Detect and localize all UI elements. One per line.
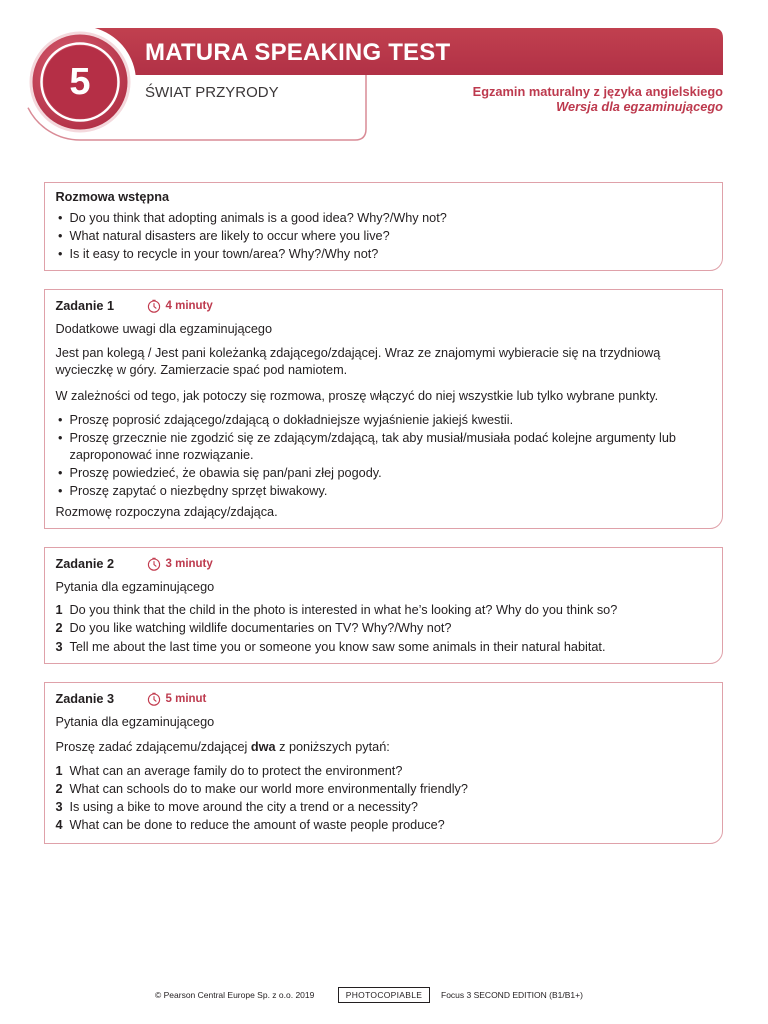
list-item: • Proszę grzecznie nie zgodzić się ze zdającym/zdającą, tak aby musiał/musiała podać kolejne argumenty lub zaproponować inne rozwiązanie. — [56, 430, 711, 464]
task-3-instruction — [56, 739, 711, 756]
task-3-title: Zadanie 3 — [55, 691, 115, 706]
task-1-header — [56, 297, 711, 315]
question-text: What can be done to reduce the amount of waste people produce? — [69, 817, 445, 832]
question-item — [56, 620, 711, 637]
question-item — [56, 817, 711, 834]
intro-box — [44, 182, 723, 271]
task-2-title: Zadanie 2 — [55, 556, 115, 571]
exam-name: Egzamin maturalny z języka angielskiego — [472, 84, 723, 99]
task-1-time: 4 minuty — [165, 299, 213, 312]
stopwatch-icon — [147, 299, 161, 313]
question-item — [56, 763, 711, 780]
task-3-subtitle: Pytania dla egzaminującego — [55, 714, 215, 729]
list-item: • Proszę poprosić zdającego/zdającą o dokładniejsze wyjaśnienie jakiejś kwestii. — [56, 412, 711, 429]
task-3-time: 5 minut — [165, 692, 207, 705]
task-1-instruction: W zależności od tego, jak potoczy się rozmowa, proszę włączyć do niej wszystkie lub tylko wybrane punkty. — [55, 388, 659, 403]
question-item — [56, 799, 711, 816]
instruction-text: Proszę zadać zdającemu/zdającej — [55, 739, 251, 754]
stopwatch-icon — [147, 692, 161, 706]
question-text: Do you think that the child in the photo is interested in what he’s looking at? Why do you think so? — [69, 602, 618, 617]
task-3-question-list — [56, 763, 711, 834]
task-1-title: Zadanie 1 — [55, 298, 115, 313]
question-number: 1 — [55, 602, 63, 617]
question-number: 4 — [55, 817, 63, 832]
unit-number: 5 — [69, 61, 91, 103]
section-subtitle: ŚWIAT PRZYRODY — [145, 84, 279, 101]
intro-title: Rozmowa wstępna — [55, 189, 169, 204]
footer-edition: Focus 3 SECOND EDITION (B1/B1+) — [441, 990, 583, 1000]
task-1-box — [44, 289, 723, 529]
footer-copyright: © Pearson Central Europe Sp. z o.o. 2019 — [155, 990, 315, 1000]
task-3-box — [44, 682, 723, 844]
task-1-point-list — [56, 412, 711, 500]
task-2-header — [56, 555, 711, 573]
question-text: Is using a bike to move around the city a trend or a necessity? — [69, 799, 418, 814]
task-2-subtitle: Pytania dla egzaminującego — [55, 579, 215, 594]
task-2-question-list — [56, 602, 711, 656]
task-2-time: 3 minuty — [165, 557, 213, 570]
instruction-emphasis: dwa — [250, 739, 276, 754]
question-number: 3 — [55, 639, 63, 654]
question-number: 2 — [55, 621, 63, 635]
list-item: • What natural disasters are likely to occur where you live? — [56, 227, 711, 245]
task-3-header — [56, 690, 711, 708]
instruction-text: z poniższych pytań: — [275, 739, 390, 754]
question-number: 3 — [55, 799, 63, 814]
list-item: • Do you think that adopting animals is a good idea? Why?/Why not? — [56, 209, 711, 227]
stopwatch-icon — [147, 557, 161, 571]
exam-version: Wersja dla egzaminującego — [556, 99, 723, 114]
question-text: Do you like watching wildlife documentaries on TV? Why?/Why not? — [69, 621, 452, 635]
task-1-scenario: Jest pan kolegą / Jest pani koleżanką zdającego/zdającej. Wraz ze znajomymi wybieracie się na trzydniową wycieczkę w góry. Zamierzacie spać pod namiotem. — [55, 345, 661, 377]
question-item — [56, 639, 711, 656]
list-item: • Is it easy to recycle in your town/area? Why?/Why not? — [56, 245, 711, 263]
question-number: 2 — [55, 781, 63, 796]
page-title: MATURA SPEAKING TEST — [145, 39, 451, 66]
header-graphic — [0, 0, 768, 150]
question-text: What can schools do to make our world more environmentally friendly? — [69, 781, 468, 796]
question-item — [56, 781, 711, 798]
task-2-box — [44, 547, 723, 664]
list-item: • Proszę powiedzieć, że obawia się pan/pani złej pogody. — [56, 465, 711, 482]
list-item: • Proszę zapytać o niezbędny sprzęt biwakowy. — [56, 483, 711, 500]
question-text: What can an average family do to protect the environment? — [69, 763, 403, 778]
intro-question-list — [56, 209, 711, 263]
question-item — [56, 602, 711, 619]
question-text: Tell me about the last time you or someone you know saw some animals in their natural habitat. — [69, 639, 606, 654]
task-1-closing: Rozmowę rozpoczyna zdający/zdająca. — [55, 504, 278, 519]
question-number: 1 — [55, 763, 63, 778]
task-1-subtitle: Dodatkowe uwagi dla egzaminującego — [55, 321, 273, 336]
photocopiable-badge: PHOTOCOPIABLE — [338, 987, 430, 1003]
